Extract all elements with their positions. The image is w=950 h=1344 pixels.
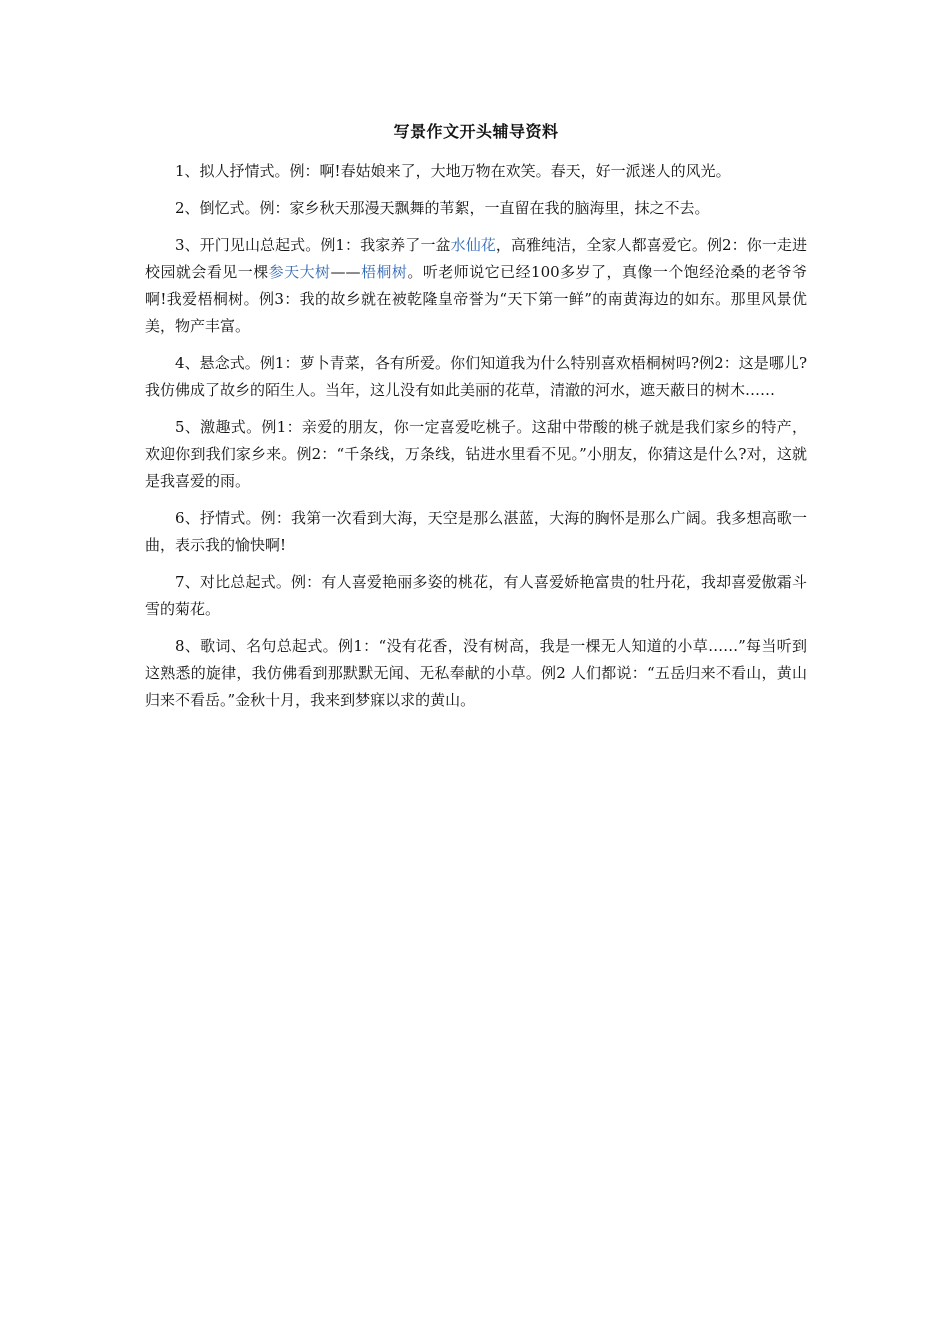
hyperlink[interactable]: 梧桐树: [360, 263, 408, 281]
paragraph: [145, 505, 807, 559]
paragraph-text: ——: [330, 263, 361, 281]
paragraph: [145, 158, 807, 185]
paragraph: [145, 569, 807, 623]
document-title: 写景作文开头辅导资料: [393, 122, 559, 141]
paragraph: [145, 633, 807, 714]
paragraph-text: 。听老师说它已经100多岁了，真像一个饱经沧桑的老爷爷啊!我爱梧桐树。例3：我的故乡就在被乾隆皇帝誉为“天下第一鲜”的南黄海边的如东。那里风景优美，物产丰富。: [145, 263, 807, 335]
paragraph-text: 4、悬念式。例1：萝卜青菜，各有所爱。你们知道我为什么特别喜欢梧桐树吗?例2：这是哪儿?我仿佛成了故乡的陌生人。当年，这儿没有如此美丽的花草，清澈的河水，遮天蔽日的树木……: [145, 354, 807, 399]
paragraph-text: 8、歌词、名句总起式。例1：“没有花香，没有树高，我是一棵无人知道的小草……”每当听到这熟悉的旋律，我仿佛看到那默默无闻、无私奉献的小草。例2 人们都说：“五岳归来不看山，黄山归来不看岳。”金秋十月，我来到梦寐以求的黄山。: [145, 637, 807, 709]
hyperlink[interactable]: 水仙花: [450, 236, 496, 254]
paragraph-text: 7、对比总起式。例：有人喜爱艳丽多姿的桃花，有人喜爱娇艳富贵的牡丹花，我却喜爱傲霜斗雪的菊花。: [145, 573, 807, 618]
paragraph-text: 6、抒情式。例：我第一次看到大海，天空是那么湛蓝，大海的胸怀是那么广阔。我多想高歌一曲，表示我的愉快啊!: [145, 509, 807, 554]
paragraph-text: 2、倒忆式。例：家乡秋天那漫天飘舞的苇絮，一直留在我的脑海里，抹之不去。: [175, 199, 710, 217]
paragraph-text: 5、激趣式。例1：亲爱的朋友，你一定喜爱吃桃子。这甜中带酸的桃子就是我们家乡的特产，欢迎你到我们家乡来。例2：“千条线，万条线，钻进水里看不见。”小朋友，你猜这是什么?对，这就是我喜爱的雨。: [145, 418, 807, 490]
hyperlink[interactable]: 参天大树: [268, 263, 331, 281]
paragraph-text: ，高雅纯洁，全家人都喜爱它。例2：你一走进校园就会看见一棵: [145, 236, 807, 281]
paragraph: [145, 195, 807, 222]
document-body: [145, 158, 807, 714]
document-page: [145, 120, 807, 724]
paragraph: [145, 350, 807, 404]
paragraph-text: 1、拟人抒情式。例：啊!春姑娘来了，大地万物在欢笑。春天，好一派迷人的风光。: [175, 162, 731, 180]
paragraph-text: 3、开门见山总起式。例1：我家养了一盆: [175, 236, 451, 254]
paragraph: [145, 414, 807, 495]
paragraph: [145, 232, 807, 340]
